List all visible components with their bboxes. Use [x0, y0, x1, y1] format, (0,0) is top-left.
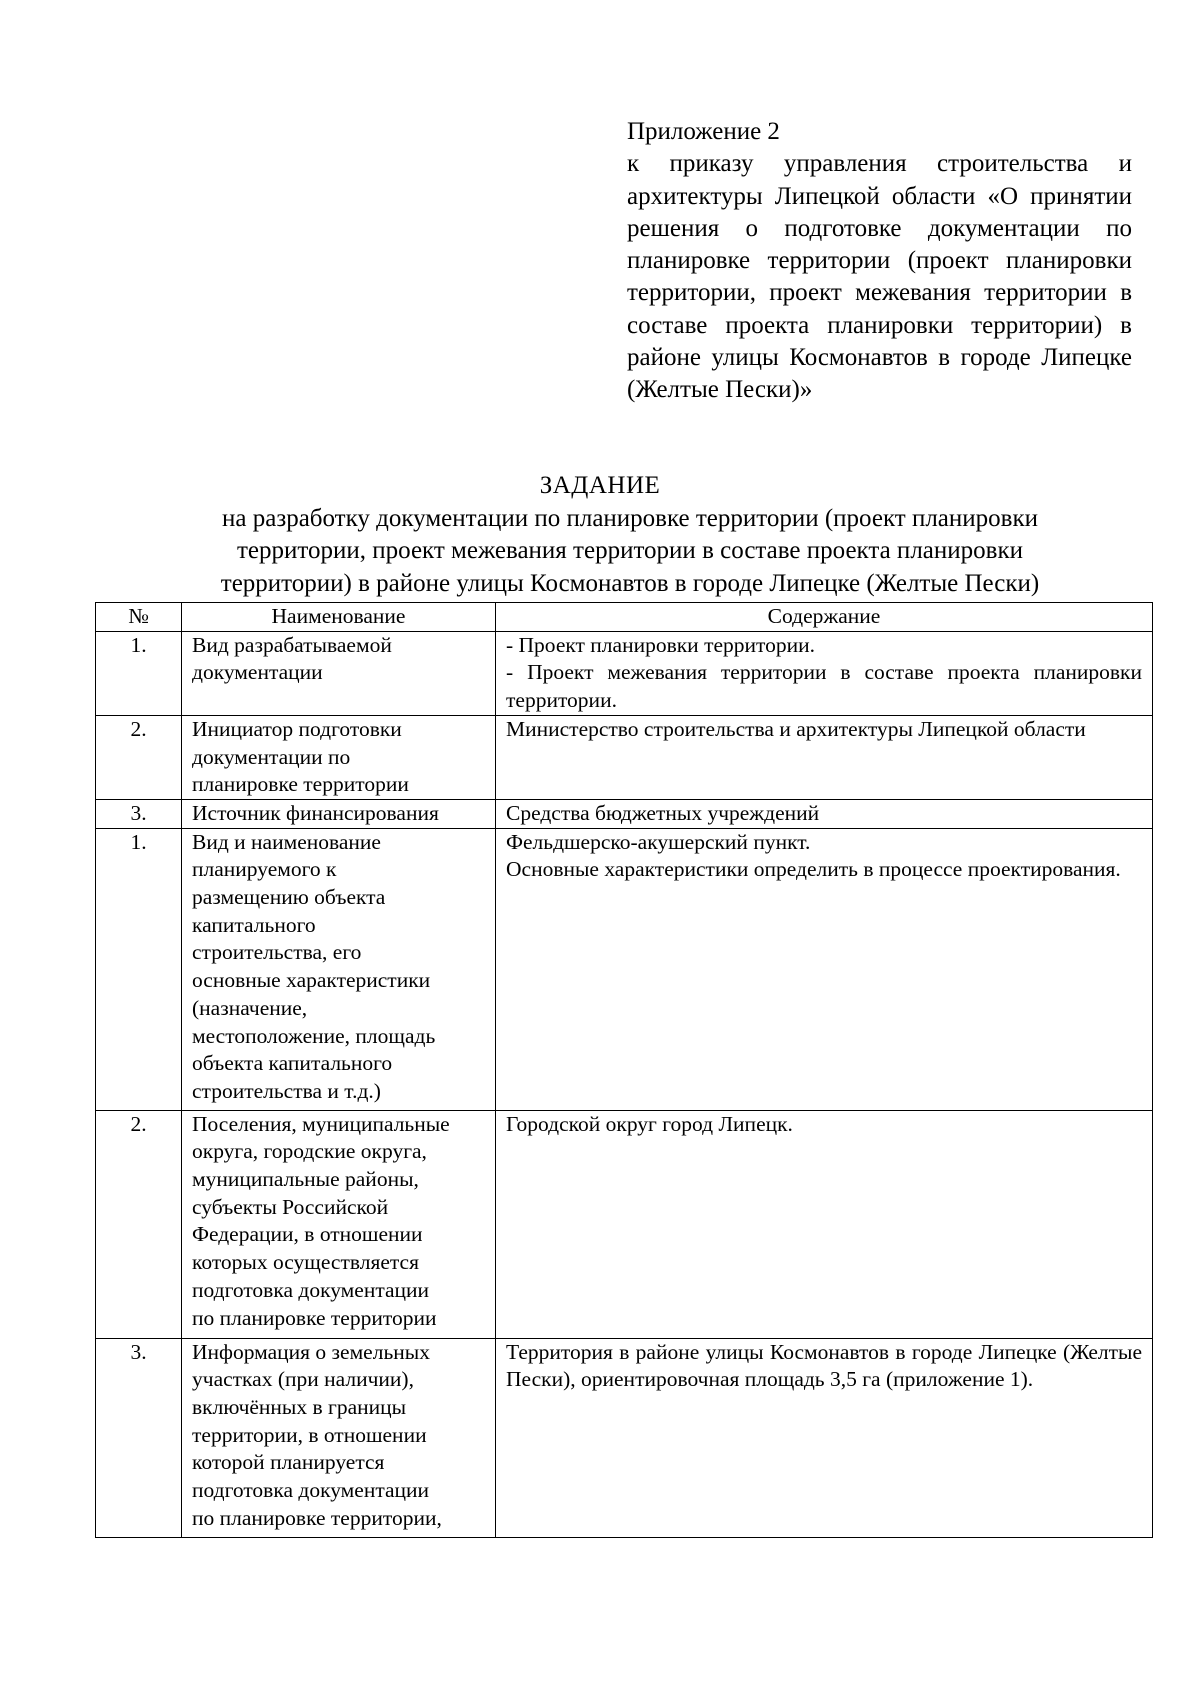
row-name-line: по планировке территории, — [192, 1505, 442, 1530]
row-name-line: муниципальные районы, — [192, 1167, 419, 1192]
row-name-line: Вид и наименование — [192, 829, 381, 854]
row-name-line: подготовка документации — [192, 1277, 430, 1302]
row-name-line: включённых в границы — [192, 1395, 407, 1420]
row-name-line: планировке территории — [192, 772, 409, 797]
row-content-paragraph: Территория в районе улицы Космонавтов в городе Липецке (Желтые Пески), ориентировочная площадь 3,5 га (приложение 1). — [506, 1339, 1142, 1392]
row-name-line: по планировке территории — [192, 1305, 437, 1330]
header-name: Наименование — [182, 603, 496, 632]
row-name — [182, 715, 496, 799]
row-content — [496, 1338, 1153, 1537]
row-number: 1. — [96, 828, 182, 1110]
table-row — [96, 1338, 1153, 1537]
task-table — [95, 602, 1153, 1538]
row-content-paragraph: Городской округ город Липецк. — [506, 1111, 793, 1136]
row-content-paragraph: - Проект межевания территории в составе проекта планировки территории. — [506, 660, 1142, 713]
row-name-line: Источник финансирования — [192, 800, 439, 825]
table-row — [96, 1110, 1153, 1338]
row-number: 2. — [96, 1110, 182, 1338]
row-name-line: объекта капитального — [192, 1051, 393, 1076]
header-content: Содержание — [496, 603, 1153, 632]
row-number: 3. — [96, 1338, 182, 1537]
row-content-paragraph: Основные характеристики определить в процессе проектирования. — [506, 857, 1121, 882]
row-name-line: местоположение, площадь — [192, 1023, 436, 1048]
row-name-line: документации по — [192, 744, 351, 769]
row-content — [496, 631, 1153, 715]
row-name-line: Информация о земельных — [192, 1339, 430, 1364]
row-name-line: капитального — [192, 912, 316, 937]
row-name-line: размещению объекта — [192, 885, 386, 910]
subtitle-line: на разработку документации по планировке территории (проект планировки — [222, 505, 1038, 532]
row-name-line: округа, городские округа, — [192, 1139, 427, 1164]
appendix-title: Приложение 2 — [627, 118, 780, 145]
row-name-line: строительства, его — [192, 940, 362, 965]
row-name — [182, 799, 496, 828]
table-row — [96, 799, 1153, 828]
row-name-line: территории, в отношении — [192, 1422, 427, 1447]
row-content-paragraph: - Проект планировки территории. — [506, 632, 816, 657]
row-number: 3. — [96, 799, 182, 828]
appendix-text: к приказу управления строительства и архитектуры Липецкой области «О принятии решения о подготовке документации по планировке территории (проект планировки территории, проект межевания территории в составе проекта планировки территории) в районе улицы Космонавтов в городе Липецке (Желтые Пески)» — [627, 150, 1132, 404]
appendix-block — [627, 116, 1132, 407]
row-content — [496, 1110, 1153, 1338]
row-name-line: участках (при наличии), — [192, 1367, 414, 1392]
row-number: 2. — [96, 715, 182, 799]
table-header-row — [96, 603, 1153, 632]
row-name — [182, 1110, 496, 1338]
table-row — [96, 631, 1153, 715]
row-content-paragraph: Фельдшерско-акушерский пункт. — [506, 829, 811, 854]
document-title: ЗАДАНИЕ — [539, 472, 661, 499]
row-name-line: субъекты Российской — [192, 1194, 389, 1219]
row-name — [182, 828, 496, 1110]
row-name-line: которых осуществляется — [192, 1250, 419, 1275]
row-number: 1. — [96, 631, 182, 715]
row-name-line: основные характеристики — [192, 968, 431, 993]
subtitle-line: территории, проект межевания территории в составе проекта планировки — [237, 537, 1023, 565]
header-number: № — [96, 603, 182, 632]
row-name-line: планируемого к — [192, 857, 337, 882]
row-name-line: (назначение, — [192, 995, 308, 1020]
row-content — [496, 828, 1153, 1110]
row-name-line: подготовка документации — [192, 1478, 430, 1503]
table-row — [96, 828, 1153, 1110]
row-name — [182, 1338, 496, 1537]
row-name — [182, 631, 496, 715]
row-name-line: Федерации, в отношении — [192, 1222, 423, 1247]
row-content-paragraph: Министерство строительства и архитектуры Липецкой области — [506, 716, 1086, 741]
table-row — [96, 715, 1153, 799]
subtitle-line: территории) в районе улицы Космонавтов в городе Липецке (Желтые Пески) — [220, 569, 1040, 597]
row-name-line: Инициатор подготовки — [192, 716, 402, 741]
row-name-line: строительства и т.д.) — [192, 1078, 381, 1103]
row-name-line: Поселения, муниципальные — [192, 1111, 450, 1136]
row-content — [496, 799, 1153, 828]
row-name-line: Вид разрабатываемой — [192, 632, 392, 657]
row-content-paragraph: Средства бюджетных учреждений — [506, 800, 820, 825]
row-name-line: которой планируется — [192, 1450, 385, 1475]
table-body — [96, 631, 1153, 1537]
row-content — [496, 715, 1153, 799]
row-name-line: документации — [192, 660, 323, 685]
document-subtitle — [150, 503, 1110, 600]
